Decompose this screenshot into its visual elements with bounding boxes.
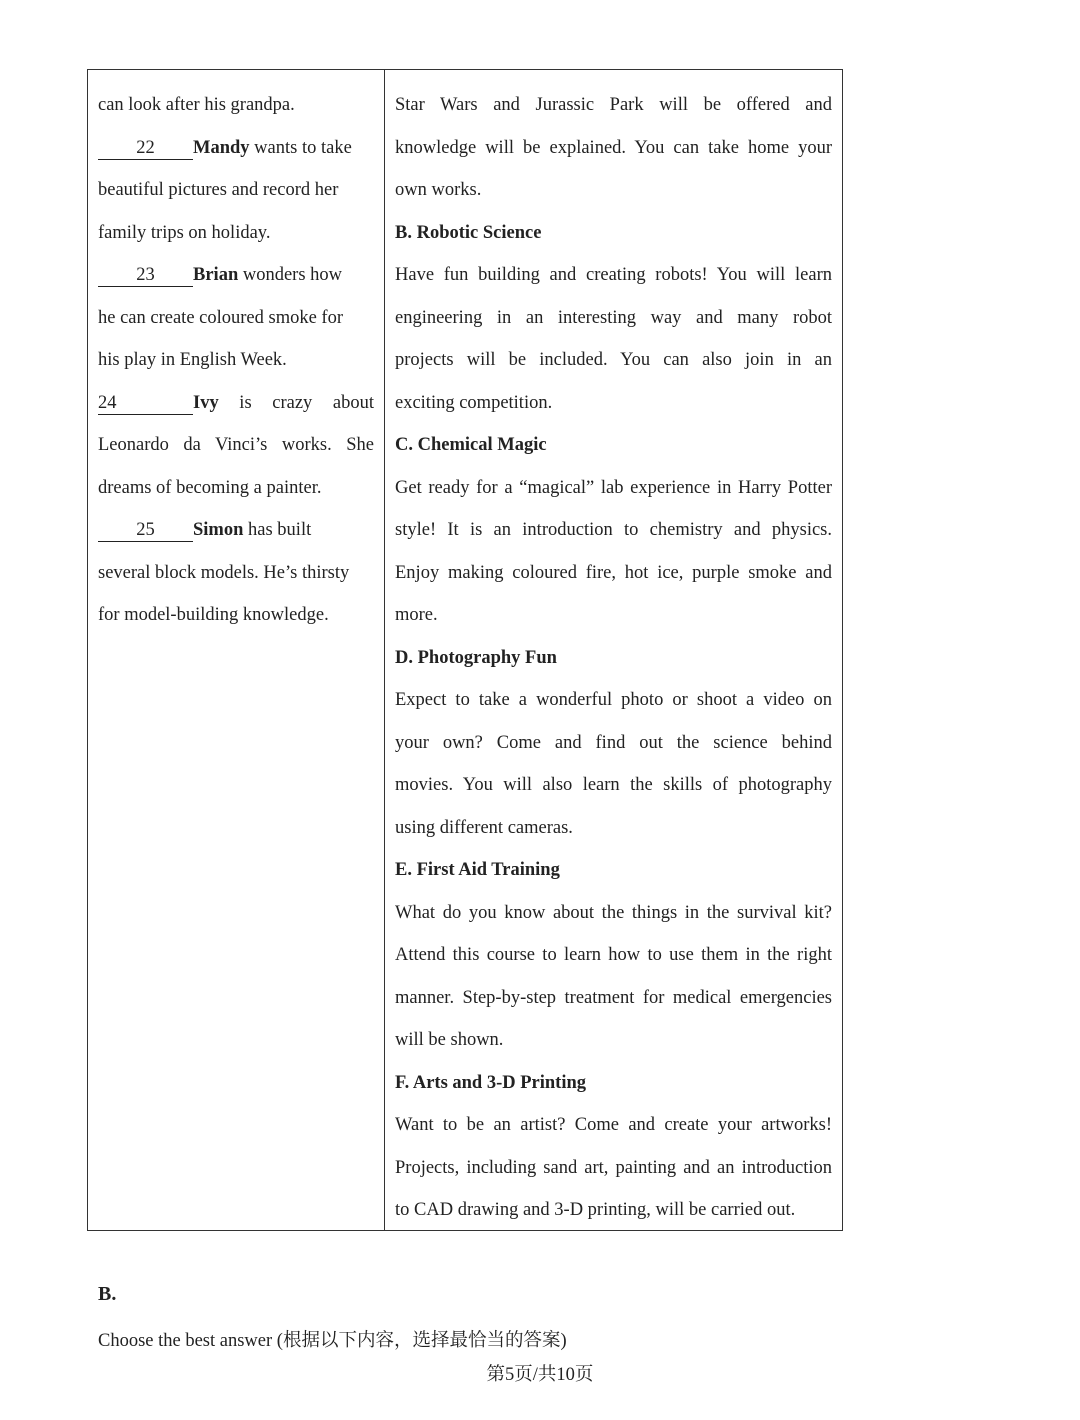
course-e-first-aid-training: E. First Aid Training What do you know about the things in the survival kit? Attend this course to learn how to use them in the right manner. Step-by-step treatment for medical emergencies will be shown. <box>395 849 832 1062</box>
course-heading: C. Chemical Magic <box>395 435 547 455</box>
course-b-robotic-science: B. Robotic Science Have fun building and creating robots! You will learn engineering in an interesting way and many robot projects will be included. You can also join in an exciting competition. <box>395 212 832 425</box>
people-column <box>88 70 385 1230</box>
course-heading: B. Robotic Science <box>395 222 542 243</box>
person-name: Simon <box>193 520 244 540</box>
intro-line: Star Wars and Jurassic Park will be offered and <box>395 95 832 115</box>
course-f-arts-3d-printing: F. Arts and 3-D Printing Want to be an artist? Come and create your artworks! Projects, including sand art, painting and an introduction to CAD drawing and 3-D printing, will be carried out. <box>395 1062 832 1232</box>
answer-blank-23[interactable]: 23 <box>98 264 193 287</box>
answer-blank-22[interactable]: 22 <box>98 137 193 160</box>
course-heading: E. First Aid Training <box>395 860 560 880</box>
course-heading: F. Arts and 3-D Printing <box>395 1072 587 1093</box>
person-item-22: 22 Mandy wants to take beautiful pictures and record her family trips on holiday. <box>98 137 352 243</box>
course-heading: D. Photography Fun <box>395 647 557 668</box>
person-item-23: 23 Brian wonders how he can create coloured smoke for his play in English Week. <box>98 265 343 370</box>
person-name: Brian <box>193 265 239 285</box>
person-item-25: 25 Simon has built several block models. He’s thirsty for model-building knowledge. <box>98 520 350 625</box>
section-label: B. <box>98 1283 117 1305</box>
continuation-text: can look after his grandpa. <box>98 95 295 115</box>
instruction-text: Choose the best answer (根据以下内容，选择最恰当的答案) <box>98 1331 567 1351</box>
intro-line: knowledge will be explained. You can take home your <box>395 137 832 158</box>
intro-line: own works. <box>395 180 482 200</box>
page-number: 第5页/共10页 <box>486 1365 594 1385</box>
answer-blank-25[interactable]: 25 <box>98 519 193 542</box>
course-c-chemical-magic: C. Chemical Magic Get ready for a “magical” lab experience in Harry Potter style! It is an introduction to chemistry and physics. Enjoy making coloured fire, hot ice, purple smoke and more. <box>395 424 832 637</box>
person-item-24: 24 Ivy is crazy about Leonardo da Vinci’s works. She dreams of becoming a painter. <box>98 392 374 498</box>
answer-blank-24[interactable]: 24 <box>98 392 193 415</box>
reading-table <box>87 69 843 1231</box>
courses-column <box>385 70 842 1230</box>
course-d-photography-fun: D. Photography Fun Expect to take a wonderful photo or shoot a video on your own? Come and find out the science behind movies. You will also learn the skills of photography using different cameras. <box>395 637 832 850</box>
person-name: Ivy <box>193 392 219 413</box>
person-name: Mandy <box>193 137 250 158</box>
